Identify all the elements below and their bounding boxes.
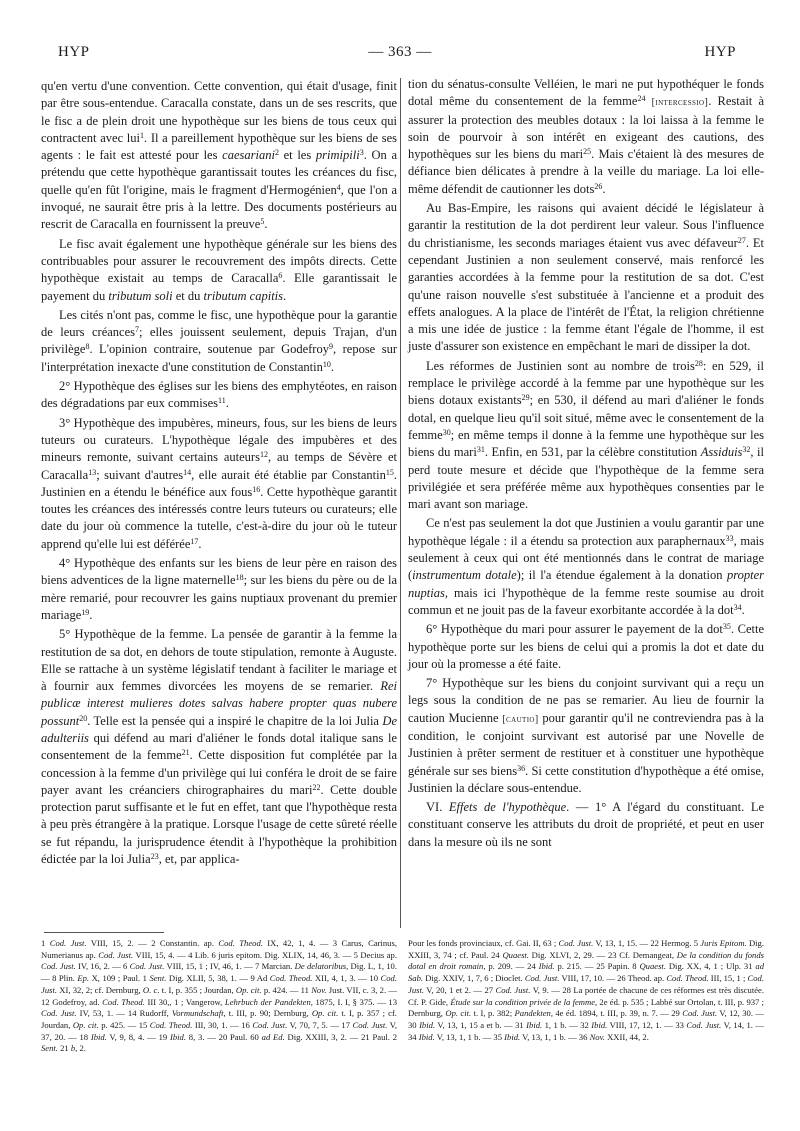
- footnote-ref: 9: [328, 342, 333, 352]
- paragraph-enfants: 4° Hypothèque des enfants sur les biens de leur père en raison des biens adventices de la ligne maternelle$^{18}$; sur les biens du père ou de la mère remarié, pour recouvrer les gains nuptiaux provenant du premier mariage$^{19}$.: [41, 556, 397, 622]
- footnote-ref: 4: [336, 182, 341, 192]
- footnote-ref: 27: [737, 235, 746, 245]
- footnote-ref: 2: [274, 148, 279, 158]
- paragraph-bas-empire: Au Bas-Empire, les raisons qui avaient décidé le législateur à garantir la restitution de la dot perdirent leur valeur. Sous l'influence du christianisme, les seconds mariages étaient vus avec défaveur$^{27}$. Et cependant Justinien a non seulement conservé, mais renforcé les garanties accordées à la femme pour la restitution de sa dot. C'est qu'une raison nouvelle s'est substituée à l'ancienne et a produit des effets analogues. A la place de l'intérêt de l'État, la religion chrétienne a mis une idée de justice : la femme étant l'égale de l'homme, il est juste d'assurer son existence en empêchant le mari de dissiper la dot.: [408, 201, 765, 354]
- footnote-ref: 6: [278, 271, 283, 281]
- footnote-ref: 10: [322, 359, 331, 369]
- paragraph-fisc-contribuables: Le fisc avait également une hypothèque générale sur les biens des contribuables pour assurer le recouvrement des impôts directs. Cette hypothèque existait au temps de Caracalla$^6$. Elle garantissait le payement du tributum soli et du tributum capitis.: [41, 236, 398, 303]
- footnote-rule: [44, 932, 164, 933]
- paragraph-femme: 5° Hypothèque de la femme. La pensée de garantir à la femme la restitution de sa dot, en dehors de toute stipulation, remonte à Auguste. Elle se rattache à un système législatif tendant à faciliter le mariage et à fournir aux femmes divorcées les moyens de se remarier. Rei publicæ interest mulieres dotes salvas habere propter quas nubere possunt$^{20}$. Telle est la pensée qui a inspiré le chapitre de la loi Julia De adulteriis qui défend au mari d'aliéner le fonds dotal italique sans le consentement de la femme$^{21}$. Cette disposition fut complétée par la concession à la femme d'un privilège qui lui conféra le droit de se faire payer avant les créanciers chirographaires du mari$^{22}$. Cette double protection parut suffisante et le fut en effet, tant que l'hypothèque resta à peu près étrangère à la pratique. Lorsque l'usage de cette sûreté réelle se fut répandu, la jurisprudence étendit à l'hypothèque la prohibition édictée par la loi Julia$^{23}$, et, par applica-: [41, 627, 398, 867]
- footnotes-right: Pour les fonds provinciaux, cf. Gai. II, 63 ; Cod. Just. V, 13, 1, 15. — 22 Hermog. 5 Juris Epitom. Dig. XXIII, 3, 74 ; cf. Paul. 24 Quaest. Dig. XLVI, 2, 29. — 23 Cf. Demangeat, De la condition du fonds dotal en droit romain, p. 209. — 24 Ibid. p. 215. — 25 Papin. 8 Quaest. Dig. XX, 4, 1 ; Ulp. 31 ad Sab. Dig. XXIV, 1, 7, 6 ; Dioclet. Cod. Just. VIII, 17, 10. — 26 Theod. ap. Cod. Theod. III, 15, 1 ; Cod. Just. V, 20, 1 et 2. — 27 Cod. Just. V, 9. — 28 La portée de chacune de ces réformes est très discutée. Cf. P. Gide, Étude sur la condition privée de la femme, 2e éd. p. 535 ; Labbé sur Ortolan, t. III, p. 937 ; Dernburg, Op. cit. t. I, p. 382; Pandekten, 4e éd. 1894, t. III, p. 39, n. 7. — 29 Cod. Just. V, 12, 30. — 30 Ibid. V, 13, 1, 15 a et b. — 31 Ibid. 1, 1 b. — 32 Ibid. VIII, 17, 12, 1. — 33 Cod. Just. V, 14, 1. — 34 Ibid. V, 13, 1, 1 b. — 35 Ibid. V, 13, 1, 1 b. — 36 Nov. XXII, 44, 2.: [408, 938, 765, 1042]
- footnotes-left: 1 Cod. Just. VIII, 15, 2. — 2 Constantin. ap. Cod. Theod. IX, 42, 1, 4. — 3 Carus, Carinus, Numerianus ap. Cod. Just. VIII, 15, 4. — 4 Lib. 6 juris epitom. Dig. XLIX, 14, 46, 3. — 5 Decius ap. Cod. Just. IV, 16, 2. — 6 Cod. Just. VIII, 15, 1 ; IV, 46, 1. — 7 Marcian. De delatoribus, Dig. L, 1, 10. — 8 Plin. Ep. X, 109 ; Paul. 1 Sent. Dig. XLII, 5, 38, 1. — 9 Ad Cod. Theod. XII, 4, 1, 3. — 10 Cod. Just. XI, 32, 2; cf. Dernburg, O. c. t. I, p. 355 ; Jourdan, Op. cit. p. 424. — 11 Nov. Just. VII, c. 3, 2. — 12 Godefroy, ad. Cod. Theod. III 30,, 1 ; Vangerow, Lehrbuch der Pandekten, 1875, I. I, § 375. — 13 Cod. Just. IV, 53, 1. — 14 Rudorff, Vormundschaft, t. III, p. 90; Dernburg, Op. cit. t. I, p. 357 ; cf. Jourdan, Op. cit. p. 425. — 15 Cod. Theod. III, 30, 1. — 16 Cod. Just. V, 70, 7, 5. — 17 Cod. Just. V, 37, 20. — 18 Ibid. V, 9, 8, 4. — 19 Ibid. 8, 3. — 20 Paul. 60 ad Ed. Dig. XXIII, 3, 2. — 21 Paul. 2 Sent. 21 b, 2.: [41, 938, 398, 1054]
- footnote-ref: 26: [594, 181, 603, 191]
- paragraph-effets: VI. Effets de l'hypothèque. — 1° A l'égard du constituant. Le constituant conserve les attributs du droit de propriété, et peut en user dans la mesure où ils ne sont: [408, 800, 765, 849]
- footnote-ref: 17: [190, 536, 199, 546]
- footnote-ref: 30: [442, 427, 451, 437]
- paragraph-reformes-justinien: Les réformes de Justinien sont au nombre de trois$^{28}$: en 529, il remplace le privilège accordé à la femme par une hypothèque sur les biens dotaux existants$^{29}$; en 530, il défend au mari d'aliéner le fonds dotal, en quelque lieu qu'il soit situé, même avec le consentement de la femme$^{30}$; en même temps il donne à la femme une hypothèque sur les biens du mari$^{31}$. Enfin, en 531, par la célèbre constitution Assiduis$^{32}$, il perd toute mesure et décide que l'hypothèque de la femme sera privilégiée et sera préférée même aux hypothèques consenties par le mari avant son mariage.: [408, 358, 765, 512]
- left-column: [41, 78, 397, 870]
- footnote-ref: 7: [135, 325, 139, 335]
- footnote-ref: 25: [583, 147, 592, 157]
- paragraph-conjoint: 7° Hypothèque sur les biens du conjoint survivant qui a reçu un legs sous la condition de ne pas se remarier. Au lieu de fournir la caution Mucienne [cautio] pour garantir qu'il ne contreviendra pas à la condition, le conjoint survivant est autorisé par une Novelle de Justinien à prêter serment de restituer et à constituer une hypothèque générale sur ses biens$^{36}$. Si cette constitution d'hypothèque a été omise, Justinien la déclare sous-entendue.: [408, 676, 764, 795]
- page-number: — 363 —: [368, 44, 432, 60]
- paragraph-cites: Les cités n'ont pas, comme le fisc, une hypothèque pour la garantie de leurs créances$^7$; elles jouissent seulement, depuis Trajan, d'un privilège$^8$. L'opinion contraire, soutenue par Godefroy$^9$, repose sur l'interprétation inexacte d'une constitution de Constantin$^{10}$.: [41, 307, 398, 374]
- footnote-ref: 22: [312, 782, 321, 792]
- paragraph-velleien: tion du sénatus-consulte Velléien, le mari ne put hypothéquer le fonds dotal même du consentement de la femme$^{24}$ [intercessio]. Restait à assurer la protection des meubles dotaux : la loi laissa à la femme le soin de pourvoir à son intérêt en exigeant des cautions, des hypothèques sur les biens du mari$^{25}$. Mais c'étaient là des mesures de défiance bien délicates à prendre à la veille du mariage. La loi elle-même défendit de cautionner les dots$^{26}$.: [408, 77, 765, 196]
- column-divider: [400, 78, 401, 928]
- paragraph-impuberes: 3° Hypothèque des impubères, mineurs, fous, sur les biens de leurs tuteurs ou curateurs. L'hypothèque légale des impubères et des mineurs remonte, suivant certains auteurs$^{12}$, au temps de Sévère et Caracalla$^{13}$; suivant d'autres$^{14}$, elle aurait été établie par Constantin$^{15}$. Justinien en a étendu le bénéfice aux fous$^{16}$. Cette hypothèque garantit toutes les créances des intéressés contre leurs tuteurs ou curateurs; elle date du jour où commence la tutelle, c'est-à-dire du jour où le tuteur apprend qu'elle lui est déférée$^{17}$.: [41, 415, 397, 551]
- footnote-ref: 5: [260, 217, 265, 227]
- footnote-ref: 16: [252, 484, 261, 494]
- footnote-ref: 34: [733, 602, 742, 612]
- footnote-ref: 24: [637, 94, 646, 104]
- paragraph-mari: 6° Hypothèque du mari pour assurer le payement de la dot$^{35}$. Cette hypothèque porte sur les biens de celui qui a promis la dot et date du jour où la promesse a été faite.: [408, 622, 765, 671]
- footnote-ref: 12: [259, 450, 268, 460]
- footnote-ref: 1: [140, 130, 145, 140]
- footnote-ref: 32: [742, 445, 751, 455]
- footnote-ref: 11: [218, 396, 226, 406]
- footnote-ref: 33: [725, 533, 734, 543]
- footnote-ref: 18: [235, 573, 244, 583]
- right-column: [408, 76, 764, 853]
- paragraph-fisc-caracalla: qu'en vertu d'une convention. Cette convention, qui était d'usage, finit par être sous-entendue. Caracalla constate, dans un de ses rescrits, que le fisc a de plein droit une hypothèque sur les biens de tous ceux qui contractent avec lui$^1$. Il a pareillement hypothèque sur les biens de ses agents : le fait est attesté pour les caesariani$^2$ et les primipili$^3$. On a prétendu que cette hypothèque garantissait toutes les créances du fisc, quelle qu'en fût l'origine, mais le fragment d'Hermogénien$^4$, que l'on a invoqué, ne saurait être pris à la lettre. Des documents postérieurs au rescrit de Caracalla en fournissent la preuve$^5$.: [41, 79, 398, 232]
- footnote-ref: 35: [722, 622, 731, 632]
- footnote-ref: 20: [79, 713, 88, 723]
- footnote-ref: 19: [81, 607, 90, 617]
- footnote-ref: 15: [385, 467, 394, 477]
- footnote-ref: 14: [183, 467, 192, 477]
- paragraph-eglises: 2° Hypothèque des églises sur les biens des emphytéotes, en raison des dégradations par eux commises$^{11}$.: [41, 379, 397, 411]
- cross-reference: [cautio]: [502, 713, 539, 725]
- footnote-ref: 3: [359, 148, 364, 158]
- cross-reference: [intercessio]: [651, 97, 709, 109]
- footnote-ref: 28: [694, 358, 703, 368]
- running-head-left: HYP: [58, 44, 90, 60]
- footnote-ref: 36: [517, 763, 526, 773]
- footnote-ref: 23: [150, 852, 159, 862]
- section-heading: Effets de l'hypothèque: [448, 800, 567, 815]
- running-head: [48, 44, 752, 66]
- footnote-ref: 13: [88, 467, 97, 477]
- paragraph-paraphernaux: Ce n'est pas seulement la dot que Justinien a voulu garantir par une hypothèque légale : il a étendu sa protection aux paraphernaux$^{33}$, mais seulement à ceux qui ont été mentionnés dans le contrat de mariage (instrumentum dotale); il l'a étendue également à la donation propter nuptias, mais ici l'hypothèque de la femme reste soumise au droit commun et ne jouit pas de la faveur exorbitante accordée à la dot$^{34}$.: [408, 516, 764, 617]
- footnote-ref: 31: [476, 445, 485, 455]
- footnote-ref: 29: [521, 393, 530, 403]
- footnote-ref: 8: [85, 342, 90, 352]
- running-head-right: HYP: [704, 44, 736, 60]
- footnote-ref: 21: [181, 748, 190, 758]
